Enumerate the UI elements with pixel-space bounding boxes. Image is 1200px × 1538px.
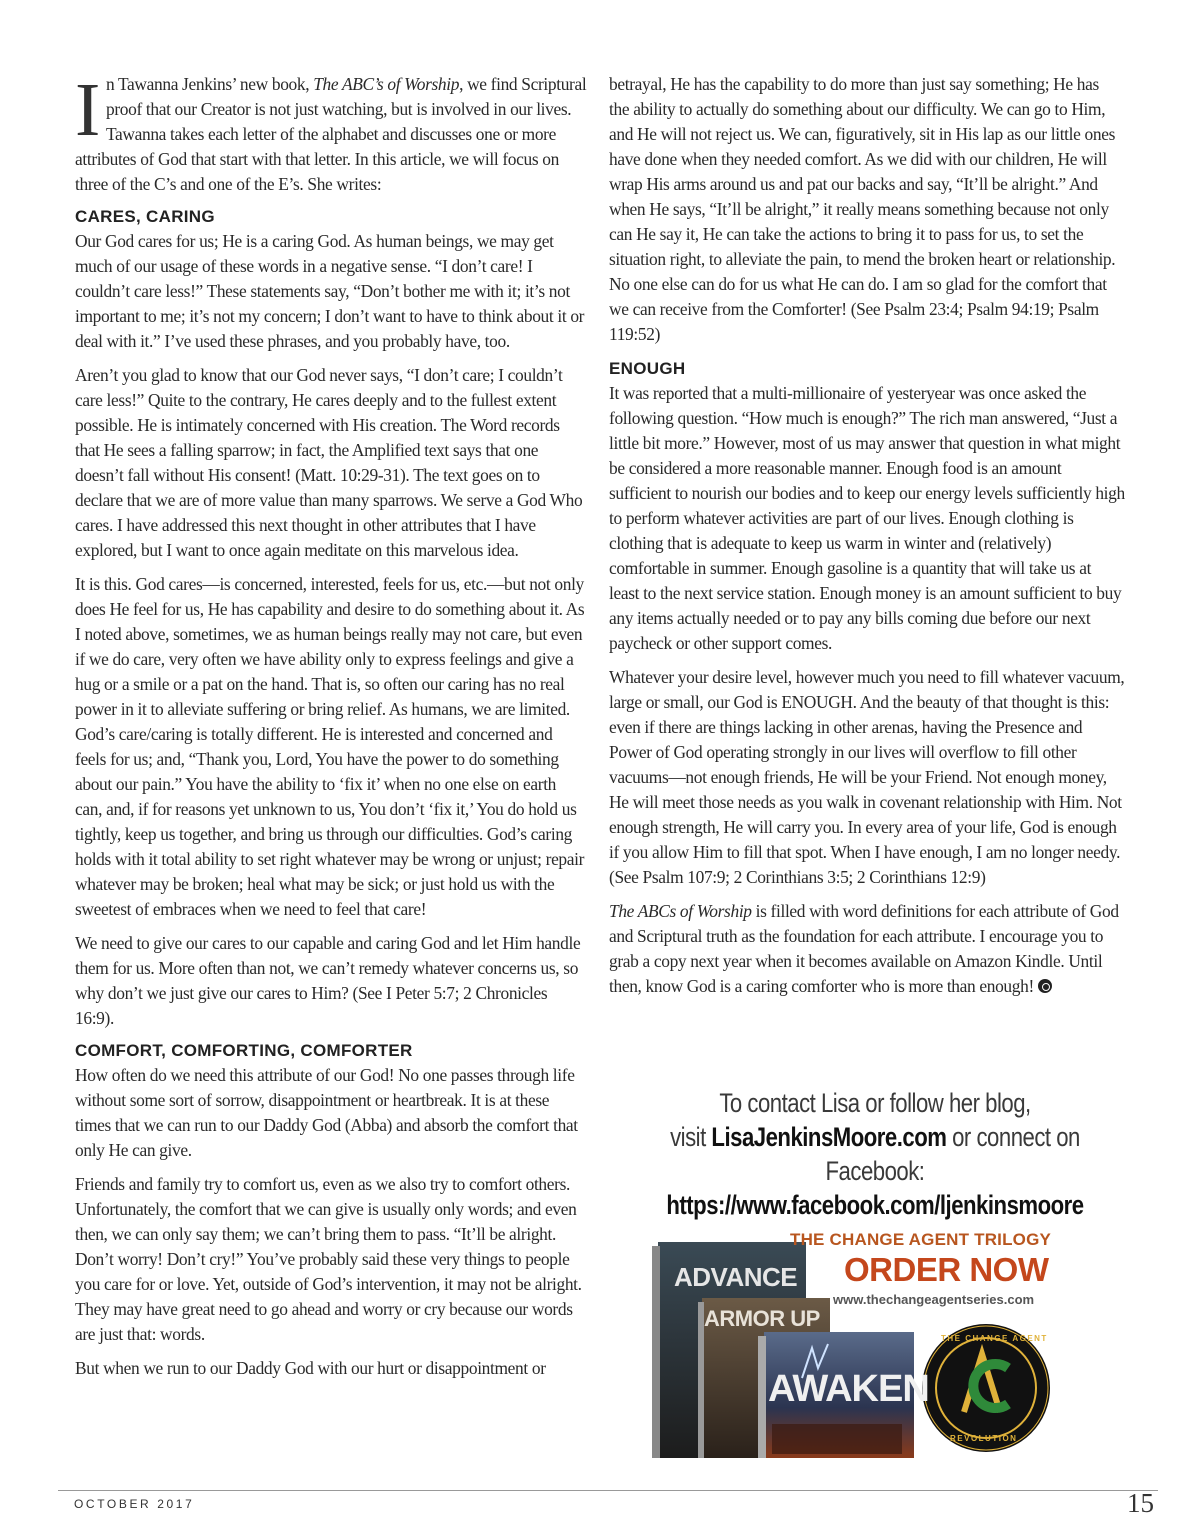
contact-block (657, 1086, 1093, 1222)
cares-paragraph-2: Aren’t you glad to know that our God never says, “I don’t care; I couldn’t care less!” Quite to the contrary, He cares deeply and to the fullest extent possible. He is intimately concerned with His creation. The Word records that He sees a falling sparrow; in fact, the Amplified text says that one doesn’t fall without His consent! (Matt. 10:29-31). The text goes on to declare that we are of more value than many sparrows. We serve a God Who cares. I have addressed this next thought in other attributes that I have explored, but I want to once again meditate on this marvelous idea. (75, 365, 583, 560)
trilogy-advertisement[interactable] (652, 1228, 1076, 1462)
footer-date: OCTOBER 2017 (74, 1497, 195, 1511)
page-number: 15 (1127, 1488, 1154, 1518)
article-left-column (75, 68, 587, 1356)
contact-line-3 (657, 1154, 1093, 1222)
closing-text: is filled with word definitions for each attribute of God and Scriptural truth as the foundation for each attribute. I encourage you to grab a copy next year when it becomes available on Amazon Kindle. Until then, know God is a caring comforter who is more than enough! (609, 901, 1119, 996)
ad-series-title: THE CHANGE AGENT TRILOGY (790, 1230, 1052, 1249)
contact-line-1: To contact Lisa or follow her blog, (719, 1088, 1031, 1118)
heading-cares: CARES, CARING (75, 207, 215, 226)
comfort-paragraph-3-text-a: But when we run to our Daddy God with our hurt or disappointment or (75, 1358, 546, 1378)
change-agent-emblem (922, 1324, 1050, 1452)
intro-text-2: , we find Scriptural proof that our Creator is not just watching, but is involved in our lives. Tawanna takes each letter of the alphabet and discusses one or more attributes of God that start with that letter. In this article, we will focus on three of the C’s and one of the E’s. She writes: (75, 74, 587, 194)
comfort-paragraph-3-continued (609, 72, 1121, 347)
article-right-column (609, 72, 1125, 1008)
contact-facebook-label: Facebook: (825, 1156, 925, 1186)
closing-paragraph (609, 899, 1125, 999)
magazine-end-mark-icon (1038, 979, 1052, 993)
comfort-paragraph-2: Friends and family try to comfort us, even as we also try to comfort others. Unfortunately, the comfort that we can give is usually only words; and even then, we can only say them; we can’t bring them to pass. “It’ll be alright. Don’t worry! Don’t cry!” You’ve probably said these very things to people you care for or love. Yet, outside of God’s intervention, it may not be alright. They may have great need to go ahead and worry or cry because our words are just that: words. (75, 1174, 582, 1344)
enough-paragraph-2: Whatever your desire level, however much you need to fill whatever vacuum, large or small, our God is ENOUGH. And the beauty of that thought is this: even if there are things lacking in other arenas, having the Presence and Power of God operating strongly in our lives will overflow to fill other vacuums—not enough friends, He will be your Friend. Not enough money, He will meet those needs as you walk in covenant relationship with Him. Not enough strength, He will carry you. In every area of your life, God is enough if you allow Him to fill that spot. When I have enough, I am no longer needy. (See Psalm 107:9; 2 Corinthians 3:5; 2 Corinthians 12:9) (609, 667, 1125, 887)
heading-comfort: COMFORT, COMFORTING, COMFORTER (75, 1041, 413, 1060)
emblem-top-text: THE CHANGE AGENT (941, 1334, 1048, 1343)
enough-paragraph-1: It was reported that a multi-millionaire of yesteryear was once asked the following question. “How much is enough?” The rich man answered, “Just a little bit more.” However, most of us may answer that question in what might be considered a more reasonable manner. Enough food is an amount sufficient to nourish our bodies and to keep our energy levels sufficiently high to perform whatever activities are part of our lives. Enough clothing is clothing that is adequate to keep us warm in winter and (relatively) comfortable in summer. Enough gasoline is a quantity that will take us at least to the next service station. Enough money is an amount sufficient to buy any items actually needed or to pay any bills coming due before our next paycheck or other support comes. (609, 383, 1125, 653)
contact-connect-label: or connect on (946, 1122, 1080, 1152)
contact-line-2 (657, 1120, 1093, 1154)
ad-order-now[interactable]: ORDER NOW (844, 1251, 1049, 1288)
comfort-paragraph-3-start (75, 1356, 587, 1381)
contact-website-link[interactable]: LisaJenkinsMoore.com (711, 1122, 947, 1152)
drop-cap: I (75, 68, 100, 152)
contact-facebook-link[interactable]: https://www.facebook.com/ljenkinsmoore (666, 1190, 1084, 1220)
intro-paragraph (75, 68, 587, 197)
comfort-paragraph-1: How often do we need this attribute of our God! No one passes through life without some sort of sorrow, disappointment or heartbreak. It is at these times that we can run to our Daddy God (Abba) and absorb the comfort that only He can give. (75, 1065, 578, 1160)
comfort-paragraph-3-text-b: betrayal, He has the capability to do more than just say something; He has the ability to actually do something about our difficulty. We can go to Him, and He will not reject us. We can, figuratively, sit in His lap as our little ones have done when they needed comfort. As we did with our children, He will wrap His arms around us and pat our backs and say, “It’ll be alright.” And when He says, “It’ll be alright,” it really means something because not only can He say it, He can take the actions to bring it to pass for us, to set the situation right, to alleviate the pain, to mend the broken heart or relationship. No one else can do for us what He can do. I am so glad for the comfort that we can receive from the Comforter! (See Psalm 23:4; Psalm 94:19; Psalm 119:52) (609, 74, 1116, 344)
emblem-bottom-text: REVOLUTION (950, 1434, 1018, 1443)
contact-visit-label: visit (670, 1122, 712, 1152)
intro-book-title: The ABC’s of Worship (313, 74, 460, 94)
heading-enough: ENOUGH (609, 359, 686, 378)
footer-rule (58, 1490, 1158, 1491)
book-2-title: ARMOR UP (704, 1306, 820, 1331)
cares-paragraph-4: We need to give our cares to our capable and caring God and let Him handle them for us. More often than not, we can’t remedy whatever concerns us, so why don’t we just give our cares to Him? (See I Peter 5:7; 2 Chronicles 16:9). (75, 933, 581, 1028)
intro-text-1: n Tawanna Jenkins’ new book, (105, 74, 314, 94)
book-1-title: ADVANCE (674, 1262, 798, 1292)
cares-paragraph-3: It is this. God cares—is concerned, interested, feels for us, etc.—but not only does He feel for us, He has capability and desire to do something about it. As I noted above, sometimes, we as human beings really may not care, but even if we do care, very often we have ability only to express feelings and give a hug or a smile or a pat on the hand. That is, so often our caring has no real power in it to alleviate suffering or bring relief. As humans, we are limited. God’s care/caring is totally different. He is interested and concerned and feels for us; and, “Thank you, Lord, You have the power to do something about our pain.” You have the ability to ‘fix it’ when no one else on earth can, and, if for reasons yet unknown to us, You don’t ‘fix it,’ You do hold us tightly, keep us together, and bring us through our difficulties. God’s caring holds with it total ability to set right whatever may be wrong or unjust; repair whatever may be broken; heal what may be sick; or just hold us with the sweetest of embraces when we need to feel that care! (75, 574, 585, 919)
cares-paragraph-1: Our God cares for us; He is a caring God. As human beings, we may get much of our usage of these words in a negative sense. “I don’t care! I couldn’t care less!” These statements say, “Don’t bother me with it; it’s not important to me; it’s not my concern; I don’t want to have to think about it or deal with it.” I’ve used these phrases, and you probably have, too. (75, 231, 585, 351)
closing-book-title: The ABCs of Worship (609, 901, 752, 921)
ad-url[interactable]: www.thechangeagentseries.com (833, 1292, 1035, 1307)
book-3-title: AWAKEN (768, 1368, 929, 1410)
